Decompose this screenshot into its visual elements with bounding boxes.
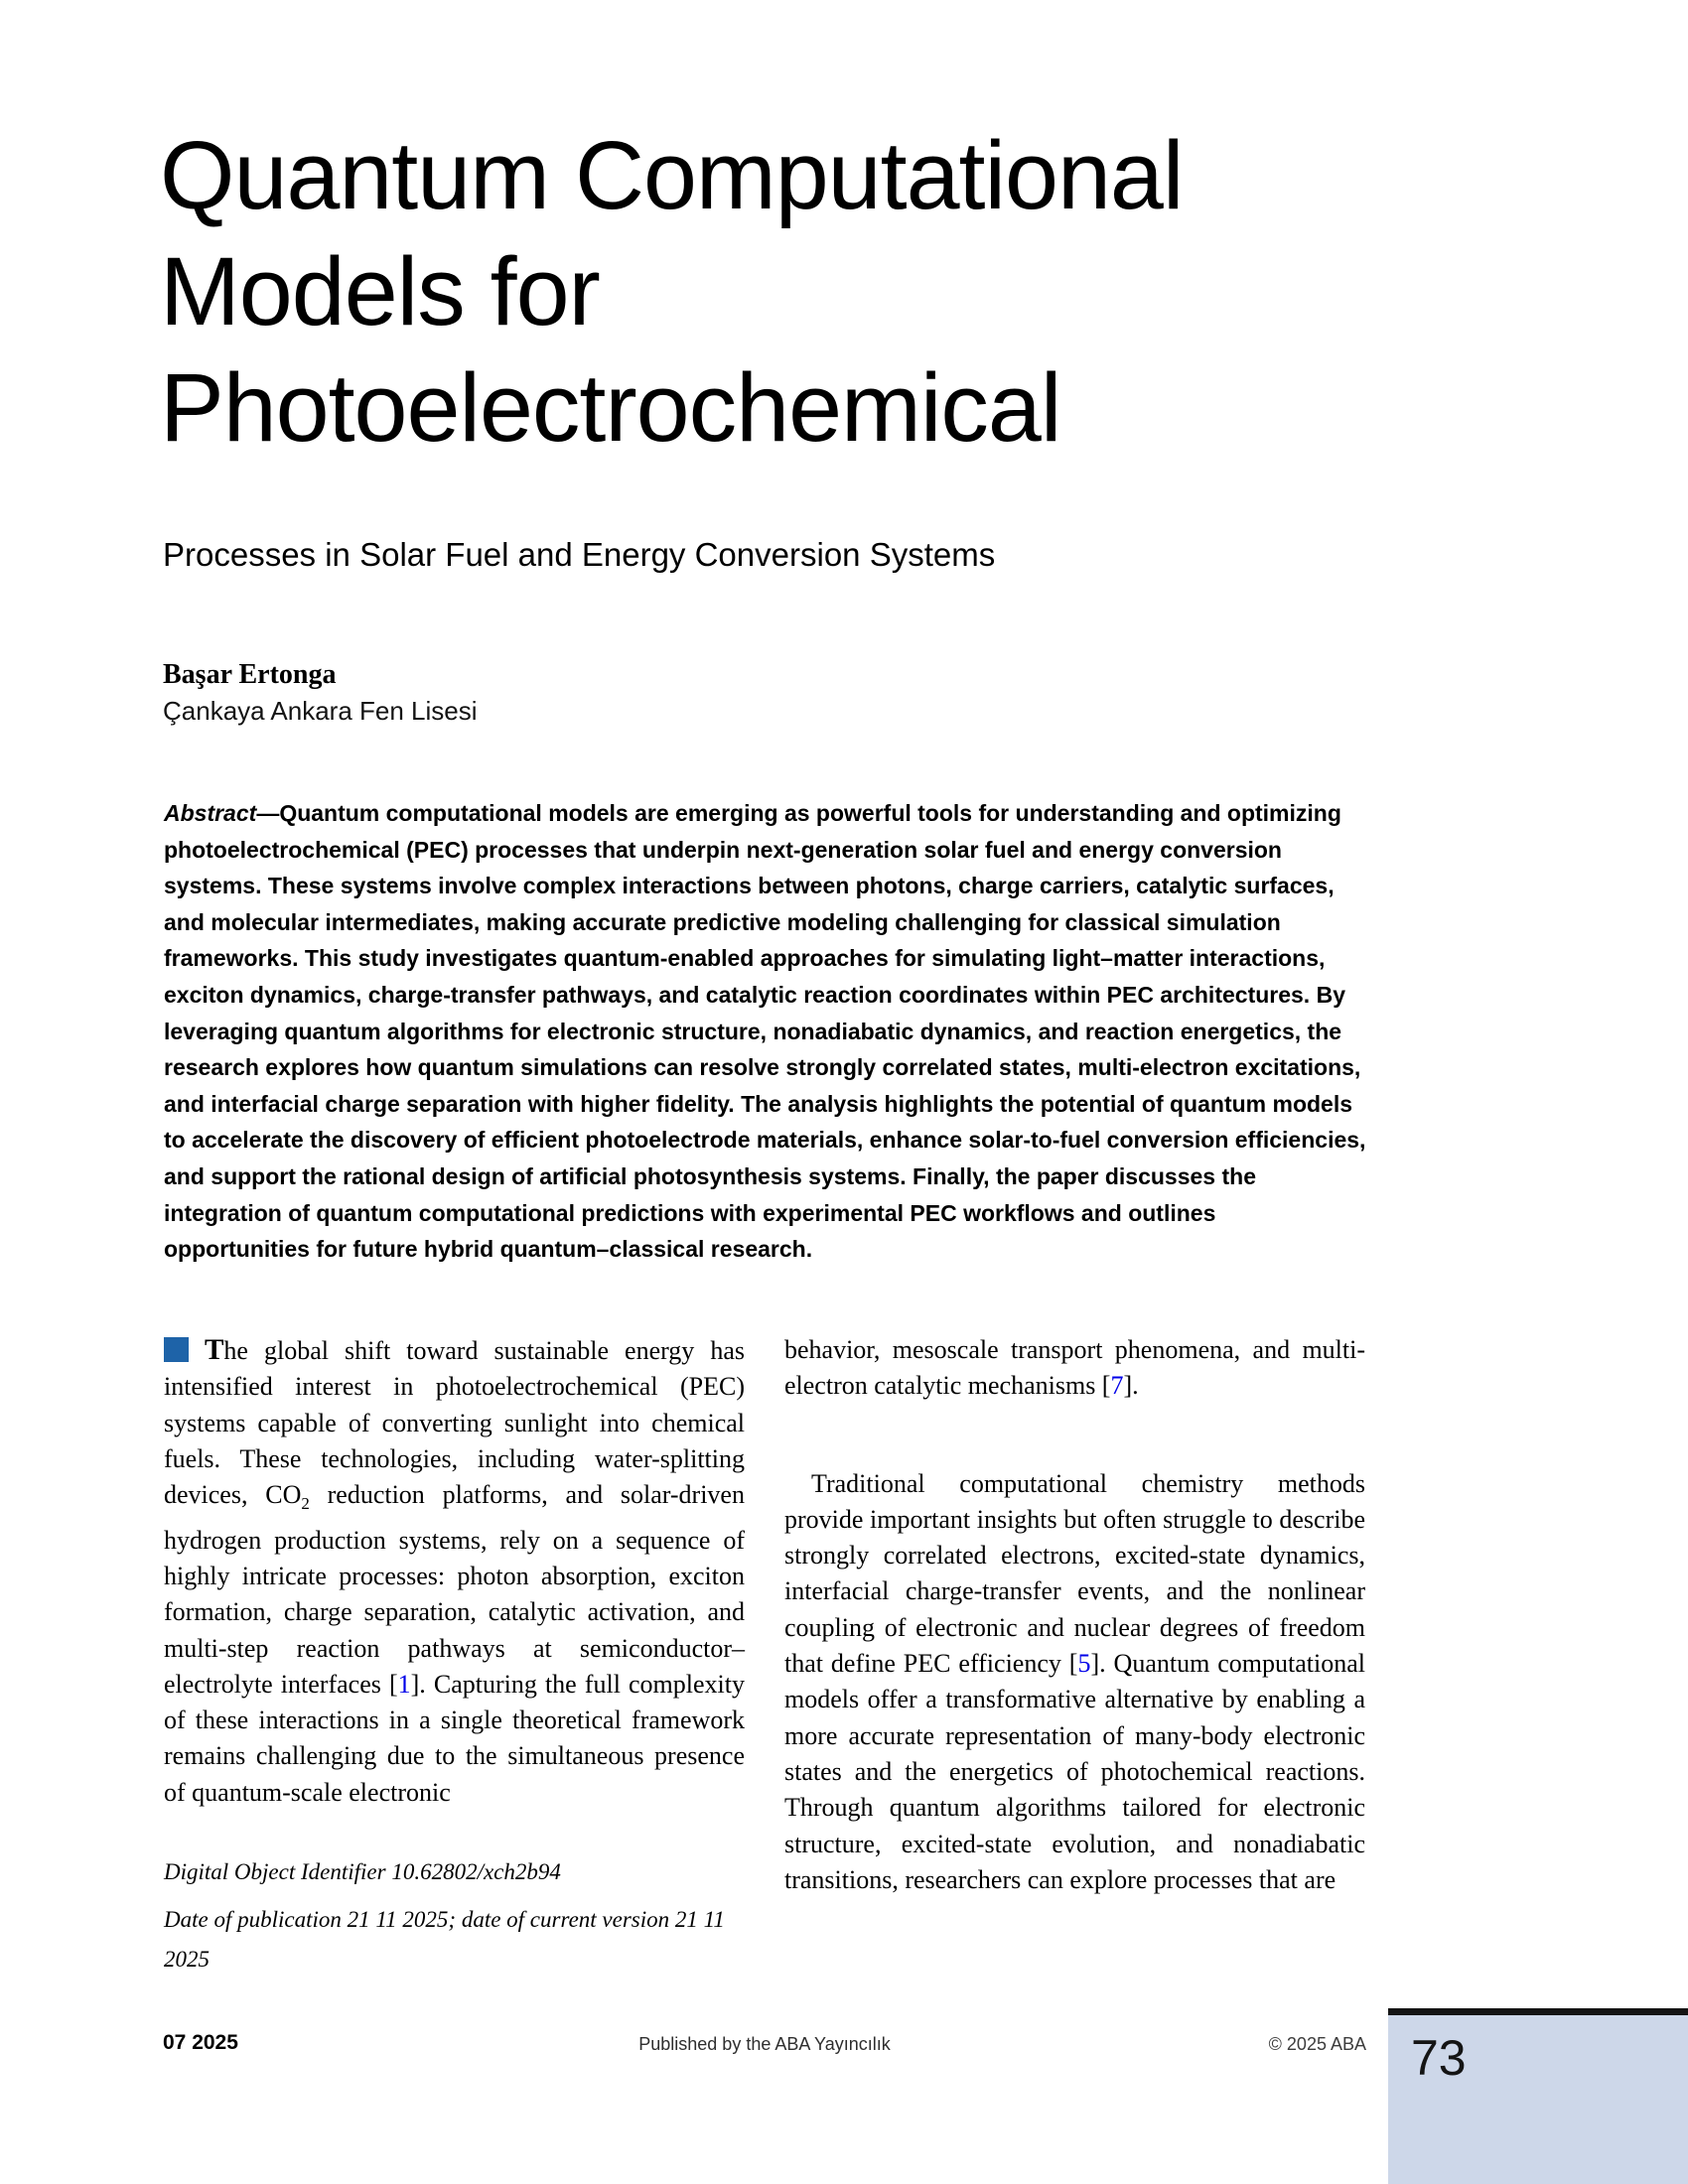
body-paragraph-continuation — [784, 1332, 1365, 1405]
doi-line: Digital Object Identifier 10.62802/xch2b94 — [164, 1859, 561, 1884]
author-affiliation: Çankaya Ankara Fen Lisesi — [163, 696, 478, 726]
text-segment: ]. Capturing the full complexity of these interactions in a single theoretical framework remains challenging due to the simultaneous presence of quantum-scale electronic — [164, 1669, 745, 1807]
footer-copyright: © 2025 ABA — [1268, 2034, 1366, 2054]
text-segment: T — [205, 1334, 224, 1366]
paper-subtitle: Processes in Solar Fuel and Energy Conversion Systems — [163, 536, 996, 573]
text-segment: 2 — [301, 1494, 310, 1514]
right-column — [784, 1332, 1365, 1898]
paragraph-lead-square — [164, 1337, 189, 1362]
left-column — [164, 1332, 745, 1811]
text-segment: —Quantum computational models are emerging as powerful tools for understanding and optimizing photoelectrochemical (PEC) processes that underpin next-generation solar fuel and energy conversion systems. These systems involve complex interactions between photons, charge carriers, catalytic surfaces, and molecular intermediates, making accurate predictive modeling challenging for classical simulation frameworks. This study investigates quantum-enabled approaches for simulating light–matter interactions, exciton dynamics, charge-transfer pathways, and catalytic reaction coordinates within PEC architectures. By leveraging quantum algorithms for electronic structure, nonadiabatic dynamics, and reaction energetics, the research explores how quantum simulations can resolve strongly correlated states, multi-electron excitations, and interfacial charge separation with higher fidelity. The analysis highlights the potential of quantum models to accelerate the discovery of efficient photoelectrode materials, enhance solar-to-fuel conversion efficiencies, and support the rational design of artificial photosynthesis systems. Finally, the paper discusses the integration of quantum computational predictions with experimental PEC workflows and outlines opportunities for future hybrid quantum–classical research. — [164, 800, 1366, 1263]
abstract-paragraph — [164, 795, 1367, 1268]
intro-paragraph — [164, 1332, 745, 1811]
intro-paragraph-text — [164, 1336, 745, 1807]
footer-publisher: Published by the ABA Yayıncılık — [638, 2034, 891, 2054]
citation-link[interactable]: 5 — [1077, 1649, 1091, 1679]
footer-issue-date: 07 2025 — [163, 2031, 238, 2054]
page-number: 73 — [1411, 2030, 1467, 2086]
citation-link[interactable]: 1 — [397, 1669, 411, 1699]
page-number-bar — [1388, 2008, 1688, 2015]
text-segment: behavior, mesoscale transport phenomena, and multi-electron catalytic mechanisms [ — [784, 1335, 1365, 1401]
body-paragraph — [784, 1466, 1365, 1899]
text-segment: he global shift toward sustainable energy has intensified interest in photoelectrochemical (PEC) systems capable of converting sunlight into chemical fuels. These technologies, including water-splitting devices, CO — [164, 1336, 745, 1510]
citation-link[interactable]: 7 — [1110, 1371, 1124, 1401]
paper-title: Quantum Computational Models for Photoelectrochemical — [160, 121, 1184, 462]
text-segment: Abstract — [164, 800, 257, 826]
page-number-box — [1388, 2015, 1688, 2184]
text-segment: Traditional computational chemistry methods provide important insights but often struggle to describe strongly correlated electrons, excited-state dynamics, interfacial charge-transfer events, and the nonlinear coupling of electronic and nuclear degrees of freedom that define PEC efficiency [ — [784, 1468, 1365, 1679]
footnote-block — [164, 1852, 779, 1987]
text-segment: ]. — [1123, 1371, 1139, 1401]
text-segment: reduction platforms, and solar-driven hydrogen production systems, rely on a sequence of highly intricate processes: photon absorption, exciton formation, charge separation, catalytic activation, and multi-step reaction pathways at semiconductor–electrolyte interfaces [ — [164, 1480, 745, 1699]
text-segment: ]. Quantum computational models offer a transformative alternative by enabling a more accurate representation of many-body electronic states and the energetics of photochemical reactions. Through quantum algorithms tailored for electronic structure, excited-state evolution, and nonadiabatic transitions, researchers can explore processes that are — [784, 1649, 1365, 1894]
publication-date-line: Date of publication 21 11 2025; date of current version 21 11 2025 — [164, 1907, 725, 1972]
author-name: Başar Ertonga — [163, 659, 337, 690]
